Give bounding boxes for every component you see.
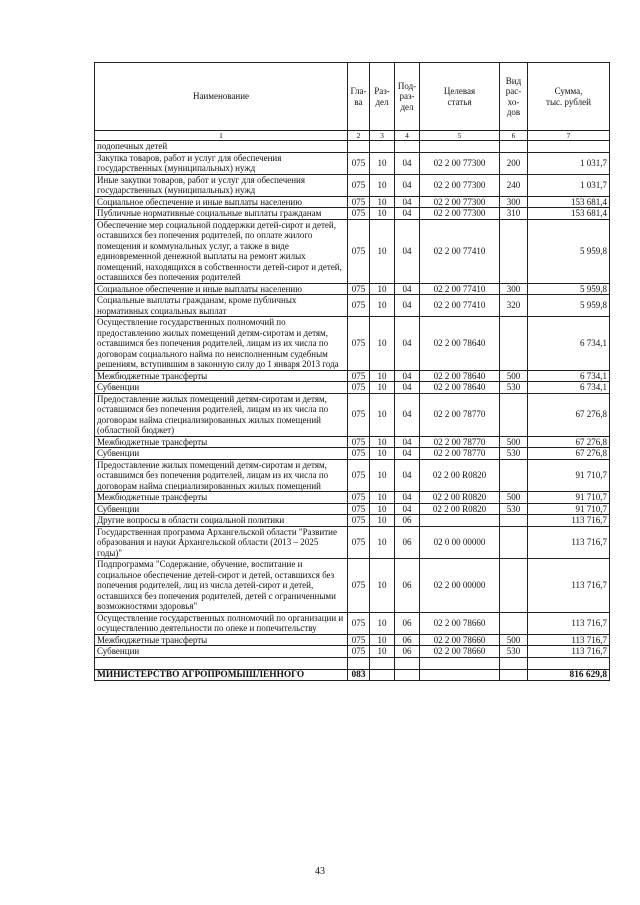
row-section: 10: [370, 382, 395, 394]
row-target: [420, 515, 500, 527]
row-sum: 113 716,7: [528, 634, 610, 646]
row-exptype: 500: [500, 634, 528, 646]
table-row: [95, 436, 610, 448]
header-section: [370, 63, 395, 131]
row-chapter: 075: [348, 283, 370, 295]
row-subsection: 06: [395, 646, 420, 658]
table-row: [95, 612, 610, 634]
row-name: Субвенции: [95, 448, 348, 460]
row-target: 02 2 00 78660: [420, 634, 500, 646]
row-name: Другие вопросы в области социальной политики: [95, 515, 348, 527]
row-target: 02 2 00 R0820: [420, 503, 500, 515]
row-subsection: 06: [395, 526, 420, 559]
header-target: [420, 63, 500, 131]
header-subsection: [395, 63, 420, 131]
row-subsection: 04: [395, 152, 420, 174]
row-subsection: 06: [395, 612, 420, 634]
row-target: 02 2 00 78640: [420, 317, 500, 371]
row-target: 02 2 00 R0820: [420, 492, 500, 504]
row-section: 10: [370, 436, 395, 448]
row-section: 10: [370, 295, 395, 317]
budget-table: [94, 62, 610, 681]
column-number: 7: [528, 131, 610, 141]
row-sum: [528, 657, 610, 669]
row-chapter: 075: [348, 196, 370, 208]
table-row: [95, 503, 610, 515]
row-subsection: 06: [395, 634, 420, 646]
row-subsection: 04: [395, 370, 420, 382]
table-row: [95, 515, 610, 527]
row-subsection: 04: [395, 174, 420, 196]
row-section: [370, 141, 395, 153]
row-sum: 113 716,7: [528, 646, 610, 658]
row-subsection: 04: [395, 283, 420, 295]
row-chapter: 075: [348, 448, 370, 460]
row-chapter: 075: [348, 612, 370, 634]
row-sum: 153 681,4: [528, 208, 610, 220]
row-sum: 6 734,1: [528, 370, 610, 382]
row-exptype: [500, 317, 528, 371]
row-target: 02 2 00 R0820: [420, 459, 500, 492]
table-body: [95, 141, 610, 681]
header-chapter: [348, 63, 370, 131]
row-sum: 91 710,7: [528, 503, 610, 515]
row-target: 02 2 00 78770: [420, 393, 500, 436]
row-chapter: 075: [348, 295, 370, 317]
table-row: [95, 559, 610, 613]
column-number: 6: [500, 131, 528, 141]
row-section: 10: [370, 612, 395, 634]
row-sum: 6 734,1: [528, 382, 610, 394]
header-chapter-text: Гла- ва: [350, 86, 367, 107]
table-row: [95, 448, 610, 460]
row-section: 10: [370, 634, 395, 646]
row-section: 10: [370, 370, 395, 382]
row-exptype: 240: [500, 174, 528, 196]
row-name: Осуществление государственных полномочий по организации и осуществлению деятельности по опеке и попечительству: [95, 612, 348, 634]
row-exptype: [500, 657, 528, 669]
row-exptype: [500, 459, 528, 492]
row-subsection: [395, 141, 420, 153]
row-subsection: 04: [395, 459, 420, 492]
row-sum: 67 276,8: [528, 393, 610, 436]
row-subsection: [395, 657, 420, 669]
row-subsection: 04: [395, 295, 420, 317]
row-section: 10: [370, 526, 395, 559]
row-section: 10: [370, 559, 395, 613]
row-section: 10: [370, 393, 395, 436]
row-exptype: 530: [500, 646, 528, 658]
row-target: 02 2 00 77300: [420, 208, 500, 220]
header-row: [95, 63, 610, 131]
row-sum: 6 734,1: [528, 317, 610, 371]
row-target: 02 2 00 77410: [420, 219, 500, 283]
row-name: Иные закупки товаров, работ и услуг для обеспечения государственных (муниципальных) нужд: [95, 174, 348, 196]
row-chapter: 075: [348, 152, 370, 174]
row-chapter: 075: [348, 436, 370, 448]
table-row: [95, 141, 610, 153]
row-target: 02 2 00 78640: [420, 370, 500, 382]
row-exptype: 500: [500, 370, 528, 382]
row-name: Осуществление государственных полномочий по предоставлению жилых помещений детям-сиротам и детям, оставшимся без попечения родителей, лицам из их числа по договорам социального найма по неисполненным судебным решениям, вступившим в законную силу до 1 января 2013 года: [95, 317, 348, 371]
table-row: [95, 152, 610, 174]
table-row: [95, 393, 610, 436]
row-subsection: 04: [395, 393, 420, 436]
row-chapter: 075: [348, 492, 370, 504]
row-target: [420, 141, 500, 153]
row-name: Предоставление жилых помещений детям-сиротам и детям, оставшимся без попечения родителей, лицам из их числа по договорам найма специализированных жилых помещений: [95, 459, 348, 492]
table-row: [95, 634, 610, 646]
row-target: 02 2 00 77300: [420, 174, 500, 196]
row-subsection: 04: [395, 219, 420, 283]
row-section: [370, 669, 395, 681]
row-section: 10: [370, 283, 395, 295]
row-sum: 1 031,7: [528, 174, 610, 196]
row-target: 02 2 00 78770: [420, 448, 500, 460]
row-subsection: 04: [395, 436, 420, 448]
row-section: 10: [370, 208, 395, 220]
row-subsection: 06: [395, 559, 420, 613]
row-section: 10: [370, 219, 395, 283]
row-subsection: 04: [395, 208, 420, 220]
row-target: 02 2 00 77300: [420, 152, 500, 174]
row-sum: 113 716,7: [528, 515, 610, 527]
row-sum: 113 716,7: [528, 612, 610, 634]
row-subsection: 04: [395, 382, 420, 394]
column-number: 2: [348, 131, 370, 141]
header-sum: [528, 63, 610, 131]
row-sum: 5 959,8: [528, 283, 610, 295]
row-exptype: 200: [500, 152, 528, 174]
table-row: [95, 526, 610, 559]
row-name: Обеспечение мер социальной поддержки детей-сирот и детей, оставшихся без попечения родителей, по оплате жилого помещения и коммунальных услуг, а также в виде единовременной денежной выплаты на ремонт жилых помещений, находящихся в собственности детей-сирот и детей, оставшихся без попечения родителей: [95, 219, 348, 283]
row-exptype: [500, 669, 528, 681]
row-sum: 67 276,8: [528, 436, 610, 448]
row-chapter: 075: [348, 634, 370, 646]
row-exptype: 500: [500, 492, 528, 504]
row-exptype: [500, 393, 528, 436]
column-number-row: [95, 131, 610, 141]
header-section-text: Раз- дел: [374, 86, 390, 107]
table-row: [95, 219, 610, 283]
row-sum: 91 710,7: [528, 492, 610, 504]
row-exptype: [500, 515, 528, 527]
row-name: Закупка товаров, работ и услуг для обеспечения государственных (муниципальных) нужд: [95, 152, 348, 174]
row-target: 02 2 00 78660: [420, 646, 500, 658]
row-exptype: 310: [500, 208, 528, 220]
table-row: [95, 370, 610, 382]
page-number: 43: [315, 866, 325, 877]
row-exptype: 500: [500, 436, 528, 448]
row-chapter: 075: [348, 317, 370, 371]
row-subsection: 06: [395, 515, 420, 527]
table-row: [95, 283, 610, 295]
row-target: 02 2 00 77300: [420, 196, 500, 208]
table-row: [95, 657, 610, 669]
row-section: 10: [370, 448, 395, 460]
row-target: 02 2 00 78640: [420, 382, 500, 394]
row-target: [420, 657, 500, 669]
row-exptype: 530: [500, 448, 528, 460]
row-subsection: 04: [395, 317, 420, 371]
column-number: 4: [395, 131, 420, 141]
row-chapter: [348, 657, 370, 669]
row-chapter: 075: [348, 559, 370, 613]
row-sum: 113 716,7: [528, 559, 610, 613]
row-exptype: 300: [500, 283, 528, 295]
row-name: Субвенции: [95, 503, 348, 515]
row-sum: [528, 141, 610, 153]
row-chapter: 083: [348, 669, 370, 681]
row-name: подопечных детей: [95, 141, 348, 153]
table-row: [95, 317, 610, 371]
column-number: 5: [420, 131, 500, 141]
row-sum: 5 959,8: [528, 219, 610, 283]
row-subsection: 04: [395, 448, 420, 460]
row-exptype: 530: [500, 503, 528, 515]
header-exptype-text: Вид рас- хо- дов: [505, 75, 522, 117]
row-target: 02 2 00 77410: [420, 283, 500, 295]
row-chapter: 075: [348, 382, 370, 394]
header-target-text: Целевая статья: [443, 86, 476, 107]
row-section: 10: [370, 459, 395, 492]
row-chapter: 075: [348, 393, 370, 436]
row-section: 10: [370, 196, 395, 208]
row-sum: 816 629,8: [528, 669, 610, 681]
row-exptype: [500, 612, 528, 634]
row-exptype: [500, 219, 528, 283]
row-name: МИНИСТЕРСТВО АГРОПРОМЫШЛЕННОГО: [95, 669, 348, 681]
row-section: [370, 657, 395, 669]
table-row: [95, 295, 610, 317]
row-name: Межбюджетные трансферты: [95, 436, 348, 448]
row-exptype: [500, 559, 528, 613]
row-subsection: 04: [395, 492, 420, 504]
row-name: Предоставление жилых помещений детям-сиротам и детям, оставшимся без попечения родителей, лицам из их числа по договорам найма специализированных жилых помещений (областной бюджет): [95, 393, 348, 436]
row-chapter: 075: [348, 646, 370, 658]
table-row: [95, 646, 610, 658]
row-chapter: 075: [348, 459, 370, 492]
column-number: 3: [370, 131, 395, 141]
table-row: [95, 174, 610, 196]
table-row: [95, 208, 610, 220]
table-row: [95, 382, 610, 394]
row-name: Подпрограмма "Содержание, обучение, воспитание и социальное обеспечение детей-сирот и детей, оставшихся без попечения родителей, лиц из числа детей-сирот и детей, оставшихся без попечения родителей, детей с ограниченными возможностями здоровья": [95, 559, 348, 613]
row-name: Субвенции: [95, 646, 348, 658]
row-sum: 1 031,7: [528, 152, 610, 174]
row-name: [95, 657, 348, 669]
total-row: [95, 669, 610, 681]
row-chapter: 075: [348, 526, 370, 559]
row-exptype: 300: [500, 196, 528, 208]
row-section: 10: [370, 174, 395, 196]
column-number: 1: [95, 131, 348, 141]
row-chapter: 075: [348, 174, 370, 196]
header-sum-text: Сумма, тыс. рублей: [546, 86, 591, 107]
row-subsection: [395, 669, 420, 681]
header-name: Наименование: [95, 63, 348, 131]
table-row: [95, 459, 610, 492]
row-chapter: 075: [348, 370, 370, 382]
row-section: 10: [370, 646, 395, 658]
row-section: 10: [370, 503, 395, 515]
row-name: Межбюджетные трансферты: [95, 634, 348, 646]
row-sum: 5 959,8: [528, 295, 610, 317]
row-sum: 91 710,7: [528, 459, 610, 492]
row-chapter: 075: [348, 515, 370, 527]
header-subsection-text: Под- раз- дел: [397, 80, 417, 112]
header-exptype: [500, 63, 528, 131]
row-subsection: 04: [395, 196, 420, 208]
row-exptype: [500, 141, 528, 153]
row-chapter: 075: [348, 208, 370, 220]
row-chapter: 075: [348, 219, 370, 283]
table-row: [95, 492, 610, 504]
row-name: Публичные нормативные социальные выплаты гражданам: [95, 208, 348, 220]
table-row: [95, 196, 610, 208]
row-section: 10: [370, 317, 395, 371]
row-target: 02 2 00 78770: [420, 436, 500, 448]
row-chapter: [348, 141, 370, 153]
row-exptype: 320: [500, 295, 528, 317]
row-section: 10: [370, 492, 395, 504]
row-exptype: [500, 526, 528, 559]
row-name: Социальное обеспечение и иные выплаты населению: [95, 283, 348, 295]
row-name: Субвенции: [95, 382, 348, 394]
row-target: 02 0 00 00000: [420, 526, 500, 559]
row-target: 02 2 00 78660: [420, 612, 500, 634]
row-chapter: 075: [348, 503, 370, 515]
row-name: Государственная программа Архангельской области "Развитие образования и науки Архангельской области (2013 – 2025 годы)": [95, 526, 348, 559]
row-section: 10: [370, 152, 395, 174]
row-name: Социальные выплаты гражданам, кроме публичных нормативных социальных выплат: [95, 295, 348, 317]
row-name: Социальное обеспечение и иные выплаты населению: [95, 196, 348, 208]
row-sum: 113 716,7: [528, 526, 610, 559]
row-sum: 153 681,4: [528, 196, 610, 208]
row-sum: 67 276,8: [528, 448, 610, 460]
row-name: Межбюджетные трансферты: [95, 492, 348, 504]
row-subsection: 04: [395, 503, 420, 515]
row-exptype: 530: [500, 382, 528, 394]
row-target: 02 2 00 00000: [420, 559, 500, 613]
row-target: [420, 669, 500, 681]
row-name: Межбюджетные трансферты: [95, 370, 348, 382]
row-target: 02 2 00 77410: [420, 295, 500, 317]
row-section: 10: [370, 515, 395, 527]
